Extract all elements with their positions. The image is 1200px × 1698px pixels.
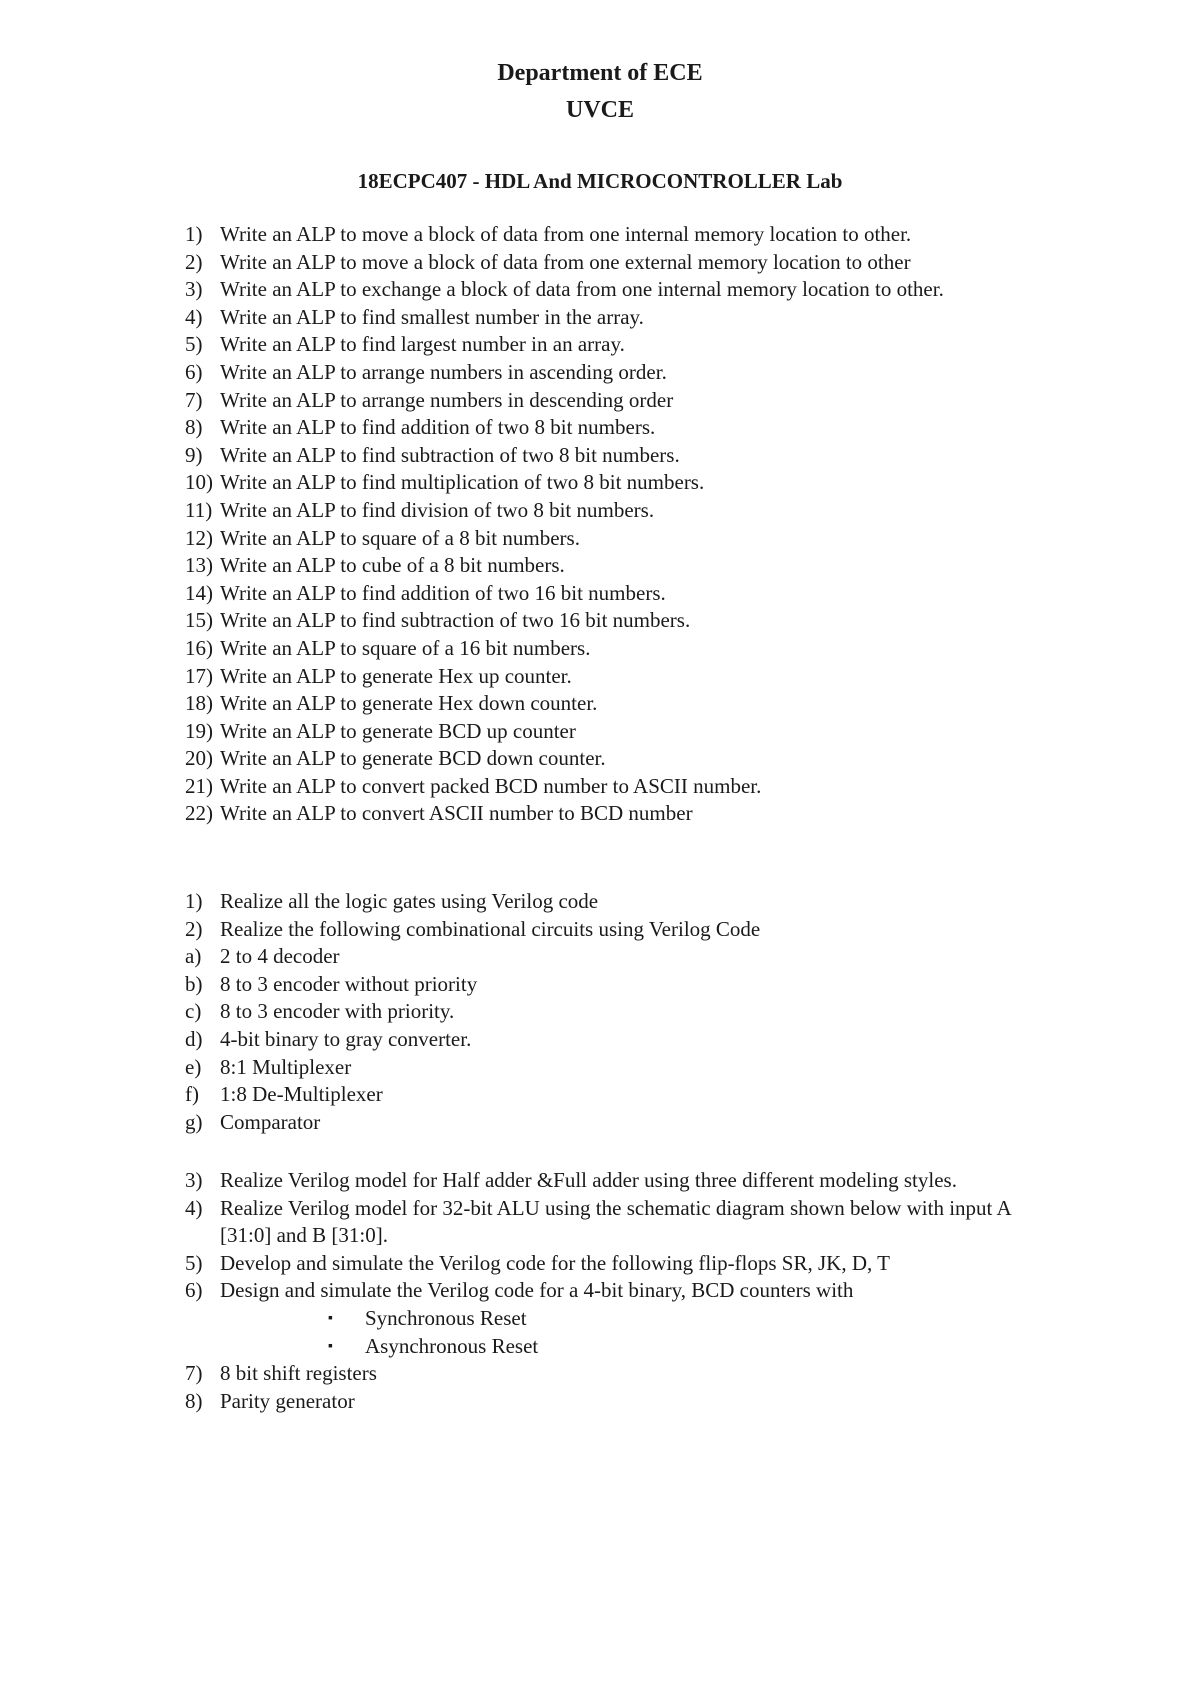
list-item-text: Write an ALP to convert packed BCD number to ASCII number. — [220, 773, 762, 798]
department-heading: Department of ECE — [497, 60, 703, 86]
list-item — [185, 221, 1175, 249]
list-item — [185, 718, 1175, 746]
list-item-text: Write an ALP to generate BCD down counter. — [220, 746, 606, 771]
list-item-text: 8 bit shift registers — [220, 1361, 377, 1386]
list-item-text: Develop and simulate the Verilog code for the following flip-flops SR, JK, D, T — [220, 1250, 890, 1275]
course-title: 18ECPC407 - HDL And MICROCONTROLLER Lab — [357, 169, 843, 193]
list-item-text: Write an ALP to find largest number in an array. — [220, 332, 625, 357]
list-item — [185, 469, 1175, 497]
list-item-number: 19) — [185, 718, 213, 743]
list-item — [185, 607, 1175, 635]
list-item-text: 2 to 4 decoder — [220, 944, 340, 969]
list-item-text: 4-bit binary to gray converter. — [220, 1026, 472, 1051]
list-item — [185, 525, 1175, 553]
bullet-item — [185, 1333, 1175, 1361]
list-item-text: Asynchronous Reset — [365, 1333, 539, 1358]
list-item-text: Write an ALP to find smallest number in the array. — [220, 304, 644, 329]
list-item-number: 6) — [185, 1278, 203, 1303]
list-item — [185, 1167, 1175, 1195]
list-item-text: Write an ALP to move a block of data from one external memory location to other — [220, 249, 911, 274]
list-item — [185, 304, 1175, 332]
list-item-number: 4) — [185, 304, 203, 329]
list-item-number: a) — [185, 944, 202, 969]
list-item-text: Write an ALP to move a block of data from one internal memory location to other. — [220, 222, 912, 246]
list-item — [185, 331, 1175, 359]
list-item-text: Synchronous Reset — [365, 1305, 527, 1330]
list-item-text: Write an ALP to exchange a block of data from one internal memory location to other. — [220, 277, 944, 302]
list-item-text: Design and simulate the Verilog code for a 4-bit binary, BCD counters with — [220, 1278, 854, 1303]
list-item-number: 8) — [185, 415, 203, 440]
list-item-number: 1) — [185, 889, 203, 913]
list-item-number: e) — [185, 1054, 202, 1079]
list-item-text: Write an ALP to find division of two 8 bit numbers. — [220, 497, 655, 522]
bullet-marker: ▪ — [328, 1310, 333, 1326]
list-item-number: d) — [185, 1026, 203, 1051]
list-item-text: Write an ALP to find subtraction of two 8 bit numbers. — [220, 442, 680, 467]
list-item-text: 8 to 3 encoder without priority — [220, 971, 478, 996]
list-item — [185, 943, 1175, 971]
list-item-text: Write an ALP to generate Hex down counter. — [220, 691, 598, 716]
list-item — [185, 1388, 1175, 1416]
list-item-number: 7) — [185, 387, 203, 412]
list-item-number: 8) — [185, 1388, 203, 1413]
bullet-marker: ▪ — [328, 1338, 333, 1354]
list-item-number: 3) — [185, 1168, 203, 1192]
list-item-number: 20) — [185, 746, 213, 771]
list-item — [185, 690, 1175, 718]
list-item — [185, 442, 1175, 470]
institution-heading: UVCE — [565, 97, 634, 123]
bullet-item — [185, 1305, 1175, 1333]
list-item-number: 21) — [185, 773, 213, 798]
list-item-number: 15) — [185, 608, 213, 633]
list-item — [185, 1195, 1175, 1223]
list-item-number: 13) — [185, 553, 213, 578]
list-item — [185, 580, 1175, 608]
list-item — [185, 1222, 1175, 1250]
list-item-number: 5) — [185, 332, 203, 357]
list-item-number: g) — [185, 1109, 203, 1134]
list-item-text: Comparator — [220, 1109, 321, 1134]
list-item — [185, 663, 1175, 691]
list-item — [185, 1109, 1175, 1137]
list-item-text: 8 to 3 encoder with priority. — [220, 999, 455, 1024]
list-item-number: 17) — [185, 663, 213, 688]
list-item — [185, 888, 1175, 916]
list-item — [185, 1026, 1175, 1054]
list-item — [185, 387, 1175, 415]
list-item-text: Write an ALP to find addition of two 8 bit numbers. — [220, 415, 656, 440]
list-item — [185, 971, 1175, 999]
list-item-number: b) — [185, 971, 203, 996]
list-item — [185, 916, 1175, 944]
list-item — [185, 414, 1175, 442]
list-item-number: 9) — [185, 442, 203, 467]
list-item-text: Write an ALP to arrange numbers in ascending order. — [220, 359, 667, 384]
list-item — [185, 552, 1175, 580]
list-item — [185, 276, 1175, 304]
list-item-number: 1) — [185, 222, 203, 246]
list-item — [185, 800, 1175, 828]
list-item-text: Realize Verilog model for 32-bit ALU using the schematic diagram shown below with input A — [220, 1195, 1012, 1220]
list-item — [185, 745, 1175, 773]
list-item-text: Write an ALP to generate Hex up counter. — [220, 663, 572, 688]
verilog-experiment-list-part2 — [185, 1167, 1175, 1415]
list-item-number: 10) — [185, 470, 213, 495]
list-item-text: Write an ALP to find subtraction of two 16 bit numbers. — [220, 608, 691, 633]
list-item-number: 18) — [185, 691, 213, 716]
list-item-number: 12) — [185, 525, 213, 550]
list-item — [185, 249, 1175, 277]
list-item — [185, 998, 1175, 1026]
list-item-number: 7) — [185, 1361, 203, 1386]
list-item — [185, 1081, 1175, 1109]
list-item-text: Parity generator — [220, 1388, 355, 1413]
list-item-text: Write an ALP to arrange numbers in descending order — [220, 387, 674, 412]
list-item-number: c) — [185, 999, 202, 1024]
list-item-text: Write an ALP to generate BCD up counter — [220, 718, 576, 743]
list-item-text: Write an ALP to find multiplication of two 8 bit numbers. — [220, 470, 705, 495]
list-item-number: 3) — [185, 277, 203, 302]
list-item — [185, 1277, 1175, 1305]
list-item — [185, 773, 1175, 801]
list-item-text: Write an ALP to square of a 8 bit numbers. — [220, 525, 580, 550]
list-item-number: 11) — [185, 497, 213, 522]
alp-program-list — [185, 221, 1175, 828]
list-item-number: 5) — [185, 1250, 203, 1275]
list-item-text: [31:0] and B [31:0]. — [220, 1223, 388, 1248]
list-item-text: 1:8 De-Multiplexer — [220, 1082, 383, 1107]
list-item-text: Write an ALP to cube of a 8 bit numbers. — [220, 553, 565, 578]
list-item-number: f) — [185, 1082, 199, 1107]
list-item-text: Write an ALP to find addition of two 16 bit numbers. — [220, 580, 666, 605]
list-item-number: 6) — [185, 359, 203, 384]
list-item — [185, 1054, 1175, 1082]
verilog-experiment-list-part1 — [185, 888, 1175, 1136]
list-item-text: Realize all the logic gates using Verilog code — [220, 889, 599, 913]
list-item-number: 22) — [185, 801, 213, 826]
list-item-text: Write an ALP to convert ASCII number to BCD number — [220, 801, 693, 826]
list-item — [185, 1250, 1175, 1278]
list-item-text: 8:1 Multiplexer — [220, 1054, 352, 1079]
list-item — [185, 1360, 1175, 1388]
list-item-number: 14) — [185, 580, 213, 605]
list-item-number: 4) — [185, 1195, 203, 1220]
list-item-number: 2) — [185, 249, 203, 274]
list-item-number: 2) — [185, 916, 203, 941]
list-item-text: Write an ALP to square of a 16 bit numbers. — [220, 635, 591, 660]
list-item-number: 16) — [185, 635, 213, 660]
list-item-text: Realize Verilog model for Half adder &Full adder using three different modeling styles. — [220, 1168, 957, 1192]
list-item-text: Realize the following combinational circuits using Verilog Code — [220, 916, 761, 941]
list-item — [185, 635, 1175, 663]
list-item — [185, 359, 1175, 387]
list-item — [185, 497, 1175, 525]
